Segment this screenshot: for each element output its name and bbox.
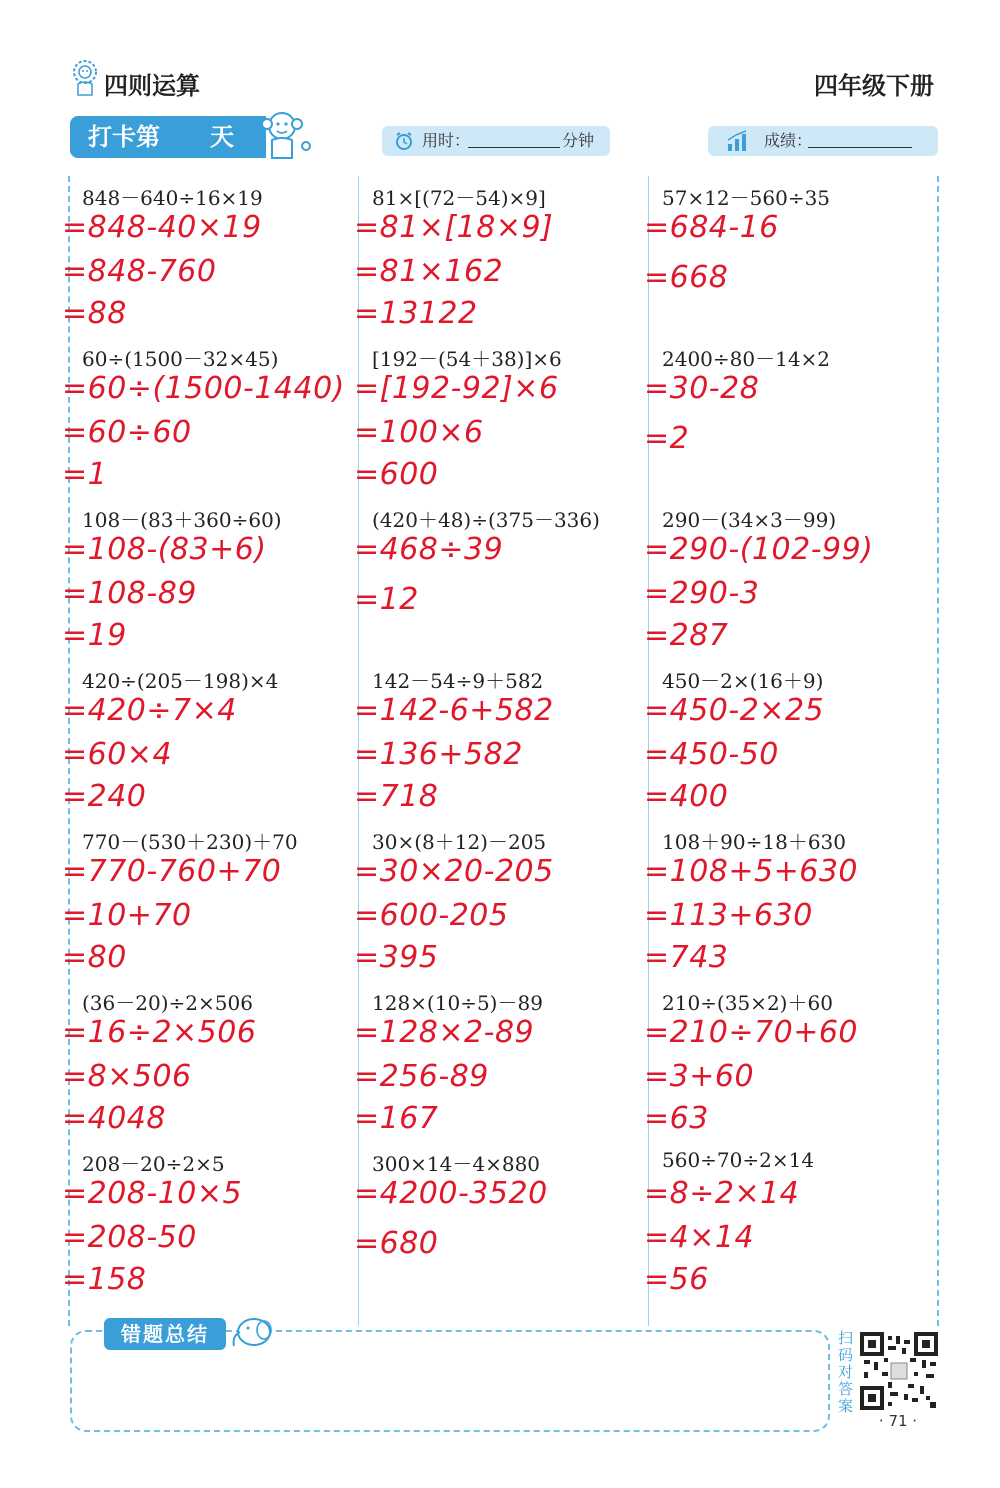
handwritten-step: =743	[644, 940, 729, 975]
handwritten-step: =56	[644, 1262, 709, 1297]
checkin-day-label: 天	[210, 123, 234, 151]
handwritten-step: =240	[62, 779, 147, 814]
problem-expression: 848－640÷16×19	[82, 186, 263, 210]
handwritten-step: =16÷2×506	[62, 1015, 257, 1050]
handwritten-step: =88	[62, 296, 127, 331]
section-title: 四则运算	[104, 72, 200, 100]
problem-expression: 108－(83＋360÷60)	[82, 508, 282, 532]
handwritten-step: =60÷(1500-1440)	[62, 371, 345, 406]
handwritten-step: =60÷60	[62, 415, 192, 450]
handwritten-step: =136+582	[354, 737, 523, 772]
problem-expression: 57×12－560÷35	[662, 186, 831, 210]
problem-expression: 108＋90÷18＋630	[662, 830, 847, 854]
score-label: 成绩：	[764, 131, 813, 150]
handwritten-step: =[192-92]×6	[354, 371, 559, 406]
time-label: 用时：	[422, 131, 471, 150]
handwritten-step: =208-10×5	[62, 1176, 243, 1211]
problem-expression: 560÷70÷2×14	[662, 1148, 815, 1172]
handwritten-step: =4×14	[644, 1220, 755, 1255]
time-field[interactable]	[382, 126, 610, 156]
handwritten-step: =208-50	[62, 1220, 197, 1255]
handwritten-step: =2	[644, 421, 690, 456]
handwritten-step: =600	[354, 457, 439, 492]
handwritten-step: =8÷2×14	[644, 1176, 800, 1211]
handwritten-step: =128×2-89	[354, 1015, 535, 1050]
handwritten-step: =108-89	[62, 576, 197, 611]
handwritten-step: =400	[644, 779, 729, 814]
problem-expression: 60÷(1500－32×45)	[82, 347, 279, 371]
monkey-mascot-icon	[256, 108, 314, 164]
handwritten-step: =60×4	[62, 737, 173, 772]
handwritten-step: =63	[644, 1101, 709, 1136]
problem-expression: 30×(8＋12)－205	[372, 830, 547, 854]
mistake-summary-label: 错题总结	[104, 1318, 226, 1350]
problem-expression: (36－20)÷2×506	[82, 991, 253, 1015]
handwritten-step: =668	[644, 260, 729, 295]
problem-expression: 300×14－4×880	[372, 1152, 541, 1176]
problem-expression: 290－(34×3－99)	[662, 508, 837, 532]
problem-expression: [192－(54＋38)]×6	[372, 347, 562, 371]
handwritten-step: =3+60	[644, 1059, 755, 1094]
handwritten-step: =718	[354, 779, 439, 814]
time-blank[interactable]	[468, 147, 560, 148]
handwritten-step: =30×20-205	[354, 854, 554, 889]
page-number: · 71 ·	[878, 1412, 918, 1430]
checkin-banner	[70, 116, 266, 158]
handwritten-step: =680	[354, 1226, 439, 1261]
problem-expression: 450－2×(16＋9)	[662, 669, 824, 693]
qr-code-icon[interactable]	[860, 1332, 938, 1410]
problem-expression: 128×(10÷5)－89	[372, 991, 543, 1015]
grade-label: 四年级下册	[814, 72, 934, 100]
right-border	[937, 176, 939, 1326]
handwritten-step: =81×162	[354, 254, 504, 289]
handwritten-step: =13122	[354, 296, 478, 331]
score-field[interactable]	[708, 126, 938, 156]
handwritten-step: =770-760+70	[62, 854, 282, 889]
bar-chart-icon	[726, 130, 750, 152]
handwritten-step: =167	[354, 1101, 439, 1136]
handwritten-step: =158	[62, 1262, 147, 1297]
handwritten-step: =108+5+630	[644, 854, 859, 889]
handwritten-step: =420÷7×4	[62, 693, 237, 728]
handwritten-step: =12	[354, 582, 419, 617]
handwritten-step: =256-89	[354, 1059, 489, 1094]
handwritten-step: =4200-3520	[354, 1176, 548, 1211]
handwritten-step: =848-40×19	[62, 210, 262, 245]
handwritten-step: =468÷39	[354, 532, 504, 567]
lion-mascot-icon	[70, 58, 100, 98]
handwritten-step: =19	[62, 618, 127, 653]
handwritten-step: =287	[644, 618, 729, 653]
handwritten-step: =290-3	[644, 576, 760, 611]
problem-expression: 770－(530＋230)＋70	[82, 830, 298, 854]
score-blank[interactable]	[808, 147, 912, 148]
handwritten-step: =81×[18×9]	[354, 210, 554, 245]
checkin-label: 打卡第	[88, 123, 160, 151]
alarm-clock-icon	[394, 131, 414, 151]
handwritten-step: =142-6+582	[354, 693, 554, 728]
handwritten-step: =4048	[62, 1101, 166, 1136]
handwritten-step: =30-28	[644, 371, 760, 406]
handwritten-step: =450-50	[644, 737, 779, 772]
handwritten-step: =80	[62, 940, 127, 975]
handwritten-step: =848-760	[62, 254, 217, 289]
handwritten-step: =395	[354, 940, 439, 975]
problem-expression: 208－20÷2×5	[82, 1152, 225, 1176]
handwritten-step: =210÷70+60	[644, 1015, 859, 1050]
problem-expression: (420＋48)÷(375－336)	[372, 508, 600, 532]
elephant-mascot-icon	[228, 1312, 278, 1352]
handwritten-step: =8×506	[62, 1059, 192, 1094]
handwritten-step: =450-2×25	[644, 693, 825, 728]
handwritten-step: =600-205	[354, 898, 509, 933]
problem-expression: 2400÷80－14×2	[662, 347, 831, 371]
handwritten-step: =1	[62, 457, 108, 492]
handwritten-step: =290-(102-99)	[644, 532, 874, 567]
problem-expression: 81×[(72－54)×9]	[372, 186, 546, 210]
handwritten-step: =10+70	[62, 898, 192, 933]
scan-answer-text: 扫码对答案	[838, 1329, 854, 1415]
handwritten-step: =100×6	[354, 415, 484, 450]
time-unit: 分钟	[562, 131, 595, 150]
problem-expression: 142－54÷9＋582	[372, 669, 544, 693]
handwritten-step: =113+630	[644, 898, 813, 933]
problem-expression: 420÷(205－198)×4	[82, 669, 279, 693]
handwritten-step: =108-(83+6)	[62, 532, 267, 567]
handwritten-step: =684-16	[644, 210, 779, 245]
problem-expression: 210÷(35×2)＋60	[662, 991, 833, 1015]
